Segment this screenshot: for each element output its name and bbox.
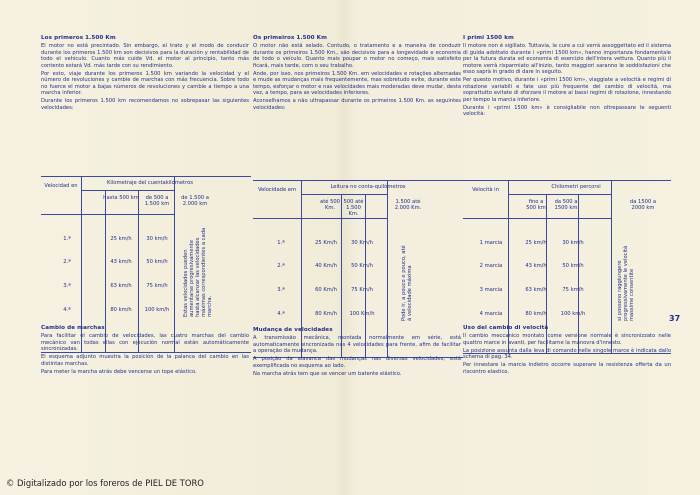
speed-value: 50 Km/h — [351, 263, 373, 269]
speed-value: 100 Km/h — [349, 311, 375, 317]
section-heading: Los primeros 1.500 Km — [41, 35, 116, 41]
header-range-2: da 500 a 1500 km — [554, 199, 578, 211]
paragraph: Na marcha atrás tem que se vencer um batente elástico. — [253, 370, 402, 377]
header-range-2: 500 até 1.500 Km. — [343, 199, 364, 217]
speed-value: 43 km/h — [525, 263, 547, 269]
paragraph: Para meter la marcha atrás debe vencerse un tope elástico. — [41, 368, 197, 375]
section-heading: Uso del cambio di velocità — [463, 325, 549, 331]
speed-value: 75 km/h — [146, 283, 168, 289]
paragraph: O motor não está selado. Contudo, o tratamento e a maneira de conduzir durante os primeiros 1.500 Km., são decisivos para a longevidade e economia de todo o veículo. Quanto mais poupar o motor no começo, mais satisfeito ficará, mais tarde, com o seu trabalho. — [253, 43, 461, 69]
gear-label: 2.ª — [277, 263, 285, 269]
speed-value: 60 Km/h — [315, 287, 337, 293]
paragraph: Per questo motivo, durante i «primi 1500 km», viaggiate a velocità e regimi di rotazione variabili e fate uso più frequente del cambio di velocità, ma soprattutto evitate di sforzare il motore ai bassi regimi di rotazione, innestando per tempo la marcia inferiore. — [463, 77, 671, 103]
header-range-3: da 1500 a 2000 km — [629, 199, 657, 211]
header-range-3: de 1.500 a 2.000 km — [181, 195, 209, 207]
header-range-1: até 500 Km. — [320, 199, 340, 211]
speed-value: 63 km/h — [525, 287, 547, 293]
speed-value: 40 Km/h — [315, 263, 337, 269]
section-gearbox-it — [463, 324, 671, 377]
speed-value: 75 km/h — [562, 287, 584, 293]
speed-value: 43 km/h — [110, 259, 132, 265]
gear-label: 2.ª — [63, 259, 71, 265]
speed-value: 25 km/h — [110, 236, 132, 242]
gear-label: 3 marcia — [479, 287, 503, 293]
speed-value: 80 Km/h — [315, 311, 337, 317]
section-heading: Cambio de marchas — [41, 325, 105, 331]
paragraph: Ande, por isso, nos primeiros 1.500 Km. em velocidades e rotações alternadas e mude as mudanças mais frequentemente, mas sobretudo evite, durante este tempo, esforçar o motor e nas velocidades mais moderadas deve mudar, desta vez, a tempo, para as velocidades inferiores. — [253, 70, 461, 96]
header-range-1: hasta 500 km — [103, 195, 139, 201]
paragraph: El esquema adjunto muestra la posición de la palanca del cambio en las distintas marchas. — [41, 354, 249, 367]
section-heading: I primi 1500 km — [463, 35, 514, 41]
header-odometer: Chilometri percorsi — [551, 184, 601, 190]
section-gearbox-es — [41, 324, 249, 377]
page-number: 37 — [669, 314, 681, 323]
header-odometer: Kilometraje del cuentakilómetros — [107, 180, 193, 186]
section-heading: Os primeiros 1.500 Km — [253, 35, 328, 41]
paragraph: El motor no está precintado. Sin embargo, el trato y el modo de conducir durante los primeros 1.500 km son decisivos para la duración y rentabilidad de todo el vehículo. Cuanto más cuide Vd. el motor al principio, tanto más contento estará Vd. más tarde con su rendimiento. — [41, 43, 249, 69]
gear-label: 1 marcia — [479, 240, 503, 246]
table-note: Pode ir, a pouco e pouco, até à velocidade máxima — [401, 245, 413, 321]
paragraph: A posição da alavanca das mudanças nas diversas velocidades, está exemplificada no esquema ao lado. — [253, 356, 461, 369]
table-note: Estas velocidades pueden aumentarse progresivamente hasta alcanzar las velocidades máximas correspondientes a cada marcha. — [183, 227, 213, 317]
speed-value: 50 km/h — [146, 259, 168, 265]
column-italian — [463, 34, 671, 321]
speed-value: 63 km/h — [110, 283, 132, 289]
gear-label: 1.ª — [277, 240, 285, 246]
gear-label: 3.ª — [277, 287, 285, 293]
speed-value: 30 Km/h — [351, 240, 373, 246]
gear-label: 1.ª — [63, 236, 71, 242]
gear-label: 2 marcia — [479, 263, 503, 269]
section-heading: Mudança de velocidades — [253, 327, 333, 333]
speed-value: 50 km/h — [562, 263, 584, 269]
column-portuguese — [253, 34, 461, 321]
header-gear: Velocidade em — [257, 187, 297, 193]
paragraph: Durante los primeros 1.500 km recomendamos no sobrepasar las siguientes velocidades: — [41, 98, 249, 111]
paragraph: Aconselhamos a não ultrapassar durante os primeiros 1.500 Km. as seguintes velocidades: — [253, 98, 461, 111]
speed-value: 25 km/h — [525, 240, 547, 246]
speed-value: 75 Km/h — [351, 287, 373, 293]
paragraph: Il cambio meccanico montato come versione normale è sincronizzato nelle quattro marce in avanti, per facilitarne la manovra d'innesto. — [463, 333, 671, 346]
speed-value: 100 km/h — [144, 307, 170, 313]
digitization-credit: © Digitalizado por los foreros de PIEL DE TORO — [6, 478, 204, 488]
paragraph: Para facilitar el cambio de velocidades, las cuatro marchas del cambio mecánico van todas ellas con ejecución normal están automáticamente sincronizadas. — [41, 333, 249, 352]
paragraph: A transmissão mecânica, montada normalmente em série, está automaticamente sincronizada nas 4 velocidades para frente, afim de facilitar a operação da mudança. — [253, 335, 461, 354]
speed-value: 30 km/h — [562, 240, 584, 246]
paragraph: Durante i «primi 1500 km» è consigliabile non oltrepassare le seguenti velocità: — [463, 104, 671, 117]
speed-value: 25 Km/h — [315, 240, 337, 246]
paragraph: Il motore non è sigillato. Tuttavia, le cure a cui verrà assoggettato ed il sistema di guida adottato durante i «primi 1500 km», hanno importanza fondamentale per la futura durata ed economia di esercizio dell'intera vettura. Quanto più il motore verrà risparmiato all'inizio, tanto maggiori saranno le soddisfazioni che esso saprà in grado di dare in seguito. — [463, 43, 671, 75]
paragraph: Por esto, viaje durante los primeros 1.500 km variando la velocidad y el número de revoluciones y cambie de marchas con más frecuencia. Sobre todo no fuerce el motor a bajas números de revoluciones y cambie a tiempo a una marcha inferior. — [41, 70, 249, 96]
paragraph: Per innestare la marcia indietro occorre superare la resistenza offerta da un riscontro elastico. — [463, 362, 671, 375]
speed-value: 80 km/h — [525, 311, 547, 317]
header-range-3: 1.500 até 2.000 Km. — [394, 199, 422, 211]
speed-value: 80 km/h — [110, 307, 132, 313]
paragraph: La posizione assunta dalla leva di comando nelle singole marce è indicata dallo schema di pag. 34. — [463, 347, 671, 360]
header-range-2: de 500 a 1.500 km — [144, 195, 170, 207]
header-gear: Velocidad en — [44, 183, 78, 189]
gear-label: 4.ª — [277, 311, 285, 317]
column-spanish — [41, 34, 249, 317]
header-range-1: fino a 500 km — [526, 199, 546, 211]
gear-label: 3.ª — [63, 283, 71, 289]
table-note: si possono raggiungere progressivamente le velocità massime consentite — [617, 245, 635, 321]
speed-value: 100 km/h — [560, 311, 586, 317]
section-gearbox-pt — [253, 326, 461, 379]
gear-label: 4 marcia — [479, 311, 503, 317]
gear-label: 4.ª — [63, 307, 71, 313]
header-odometer: Leitura no conta-quilómetros — [330, 184, 406, 190]
speed-value: 30 km/h — [146, 236, 168, 242]
header-gear: Velocità in — [472, 187, 499, 193]
